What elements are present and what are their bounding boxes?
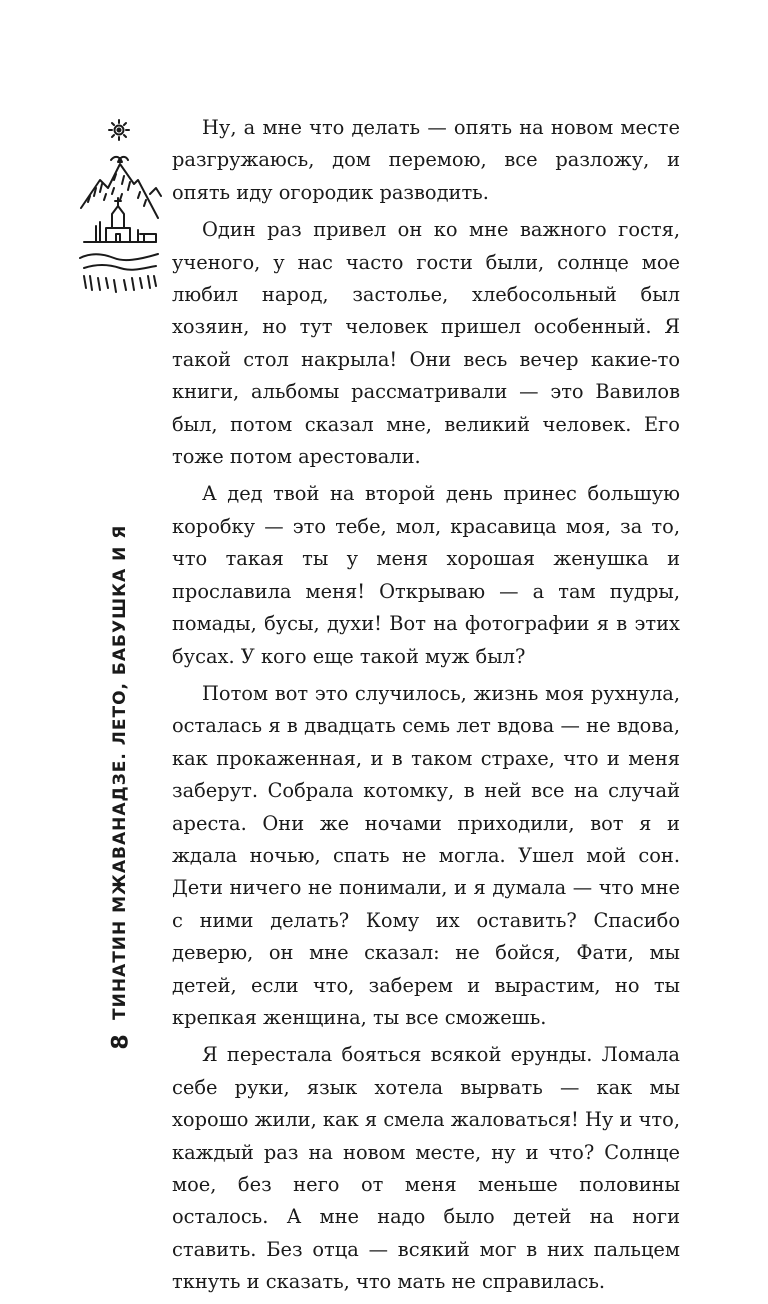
paragraph: Ну, а мне что делать — опять на новом месте разгружаюсь, дом перемою, все разложу, и опять иду огородик разводить. xyxy=(172,116,680,204)
grass-icon xyxy=(80,254,158,292)
running-head xyxy=(103,524,137,1020)
paragraph: Я перестала бояться всякой ерунды. Ломала себе руки, язык хотела вырвать — как мы хорошо жили, как я смела жаловаться! Ну и что, каждый раз на новом месте, ну и что? Солнце мое, без него от меня меньше половины осталось. А мне надо было детей на ноги ставить. Без отца — всякий мог в них пальцем ткнуть и сказать, что мать не справилась. xyxy=(172,1043,680,1294)
page-number xyxy=(106,1027,136,1057)
body-text xyxy=(172,112,680,1304)
paragraph: Потом вот это случилось, жизнь моя рухнула, осталась я в двадцать семь лет вдова — не вдова, как прокаженная, и в таком страхе, что и меня заберут. Собрала котомку, в ней все на случай ареста. Они же ночами приходили, вот я и ждала ночью, спать не могла. Ушел мой сон. Дети ничего не понимали, и я думала — что мне с ними делать? Кому их оставить? Спасибо деверю, он мне сказал: не бойся, Фати, мы детей, если что, заберем и вырастим, но ты крепкая женщина, ты все сможешь. xyxy=(172,681,680,1029)
running-head-text: ТИНАТИН МЖАВАНАДЗЕ. ЛЕТО, БАБУШКА И Я xyxy=(110,524,130,1020)
paragraph: А дед твой на второй день принес большую коробку — это тебе, мол, красавица моя, за то, что такая ты у меня хорошая женушка и прославила меня! Открываю — а там пудры, помады, бусы, духи! Вот на фотографии я в этих бусах. У кого еще такой муж был? xyxy=(172,482,680,668)
sun-icon xyxy=(109,120,129,140)
village-church-mountains-illustration xyxy=(78,118,162,300)
bird-icon xyxy=(111,157,128,162)
paragraph: Один раз привел он ко мне важного гостя, ученого, у нас часто гости были, солнце мое любил народ, застолье, хлебосольный был хозяин, но тут человек пришел особенный. Я такой стол накрыла! Они весь вечер какие-то книги, альбомы рассматривали — это Вавилов был, потом сказал мне, великий человек. Его тоже потом арестовали. xyxy=(172,218,680,469)
page-number-text: 8 xyxy=(108,1034,134,1050)
